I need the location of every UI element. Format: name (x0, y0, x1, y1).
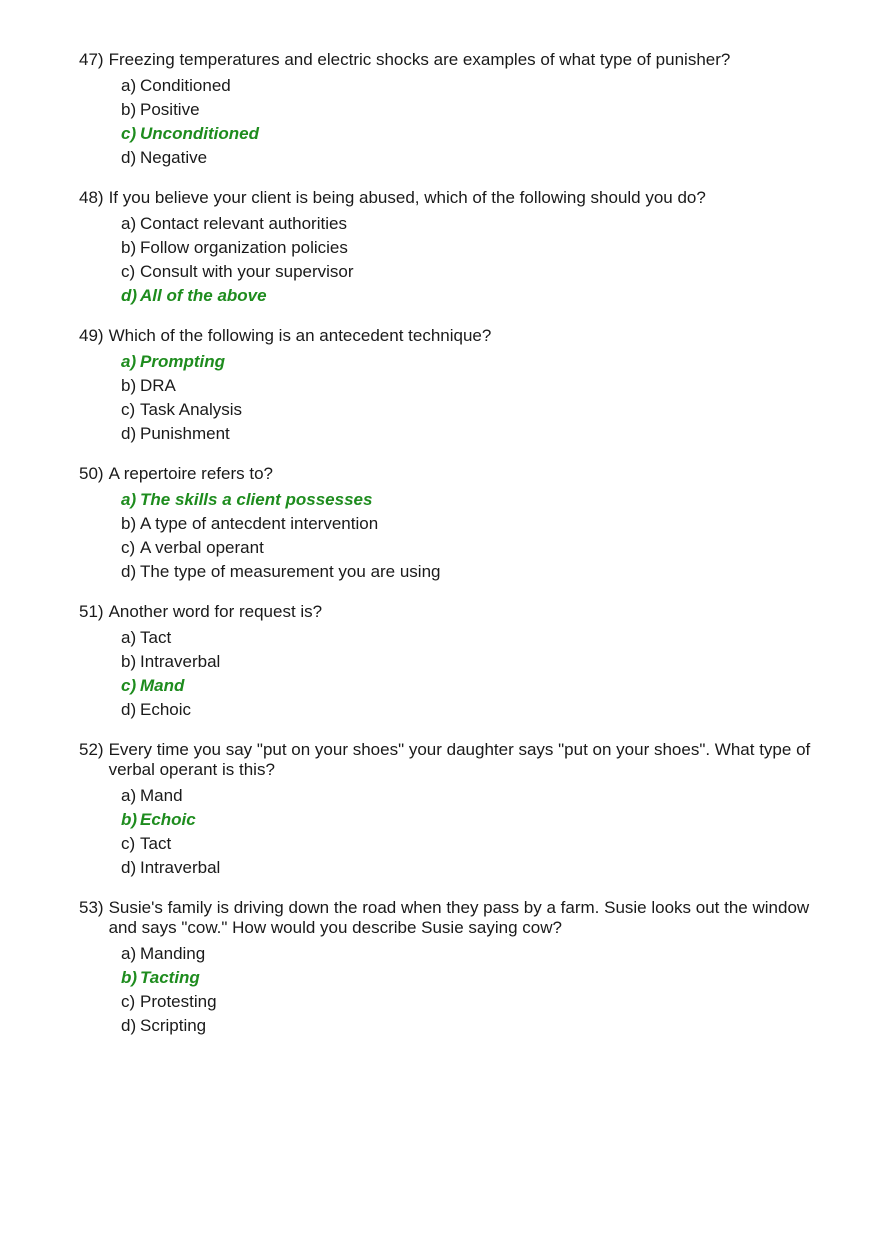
option-text: Mand (140, 786, 183, 805)
option-letter: a) (121, 214, 137, 233)
question-50 (79, 464, 839, 584)
option-text: Scripting (140, 1016, 207, 1035)
option-letter: a) (121, 76, 137, 95)
answer-option (121, 260, 839, 284)
option-text: Contact relevant authorities (140, 214, 347, 233)
option-letter: b) (121, 514, 137, 533)
answer-option (121, 146, 839, 170)
question-number: 50) (79, 464, 104, 483)
answer-option-correct (121, 488, 839, 512)
answer-options (79, 350, 839, 446)
answer-option (121, 698, 839, 722)
answer-option (121, 832, 839, 856)
option-text: DRA (140, 376, 176, 395)
question-number: 51) (79, 602, 104, 621)
option-text: Protesting (140, 992, 217, 1011)
answer-option (121, 626, 839, 650)
option-letter: a) (121, 352, 137, 371)
option-text: Intraverbal (140, 652, 221, 671)
question-text (79, 602, 839, 622)
answer-options (79, 488, 839, 584)
option-text: Conditioned (140, 76, 231, 95)
question-text (79, 326, 839, 346)
option-letter: c) (121, 834, 136, 853)
answer-option (121, 398, 839, 422)
question-text (79, 464, 839, 484)
answer-option-correct (121, 808, 839, 832)
option-letter: d) (121, 286, 138, 305)
option-letter: d) (121, 424, 137, 443)
option-letter: d) (121, 148, 137, 167)
answer-options (79, 784, 839, 880)
option-text: Tact (140, 834, 172, 853)
option-letter: d) (121, 562, 137, 581)
option-letter: c) (121, 400, 136, 419)
option-text: Punishment (140, 424, 230, 443)
answer-option-correct (121, 122, 839, 146)
option-letter: c) (121, 676, 137, 695)
answer-option (121, 74, 839, 98)
answer-option-correct (121, 284, 839, 308)
option-text: Positive (140, 100, 200, 119)
question-53 (79, 898, 839, 1038)
option-letter: d) (121, 858, 137, 877)
option-letter: b) (121, 238, 137, 257)
option-letter: a) (121, 944, 137, 963)
option-text: Consult with your supervisor (140, 262, 354, 281)
question-prompt: A repertoire refers to? (108, 464, 273, 483)
answer-options (79, 626, 839, 722)
question-51 (79, 602, 839, 722)
option-letter: a) (121, 786, 137, 805)
question-prompt: Another word for request is? (108, 602, 323, 621)
option-text: Intraverbal (140, 858, 221, 877)
option-text: A type of antecdent intervention (140, 514, 379, 533)
question-47 (79, 50, 839, 170)
answer-option (121, 422, 839, 446)
question-number: 52) (79, 740, 104, 759)
option-text: Unconditioned (140, 124, 259, 143)
answer-option (121, 512, 839, 536)
quiz-document (79, 50, 839, 1056)
option-text: Tacting (140, 968, 200, 987)
option-letter: c) (121, 124, 137, 143)
answer-option (121, 856, 839, 880)
answer-option (121, 560, 839, 584)
answer-option-correct (121, 674, 839, 698)
answer-options (79, 212, 839, 308)
option-text: Echoic (140, 700, 192, 719)
question-prompt: Susie's family is driving down the road when they pass by a farm. Susie looks out the window and says "cow." How would you describe Susie saying cow? (108, 898, 810, 937)
answer-options (79, 942, 839, 1038)
question-text (79, 740, 839, 780)
answer-options (79, 74, 839, 170)
question-text (79, 188, 839, 208)
option-letter: c) (121, 262, 136, 281)
question-prompt: If you believe your client is being abused, which of the following should you do? (108, 188, 706, 207)
option-text: All of the above (140, 286, 267, 305)
option-letter: b) (121, 376, 137, 395)
answer-option (121, 236, 839, 260)
option-text: Task Analysis (140, 400, 243, 419)
answer-option (121, 990, 839, 1014)
option-text: Negative (140, 148, 208, 167)
option-letter: b) (121, 968, 138, 987)
question-prompt: Freezing temperatures and electric shocks are examples of what type of punisher? (108, 50, 731, 69)
answer-option (121, 374, 839, 398)
answer-option-correct (121, 966, 839, 990)
answer-option (121, 784, 839, 808)
answer-option (121, 942, 839, 966)
option-letter: b) (121, 652, 137, 671)
option-text: A verbal operant (140, 538, 264, 557)
question-prompt: Which of the following is an antecedent technique? (108, 326, 492, 345)
option-letter: b) (121, 810, 138, 829)
option-text: Follow organization policies (140, 238, 348, 257)
option-text: The skills a client possesses (140, 490, 373, 509)
question-number: 48) (79, 188, 104, 207)
option-text: Prompting (140, 352, 225, 371)
option-letter: a) (121, 490, 137, 509)
question-text (79, 898, 839, 938)
question-number: 53) (79, 898, 104, 917)
option-letter: c) (121, 992, 136, 1011)
question-52 (79, 740, 839, 880)
option-letter: d) (121, 1016, 137, 1035)
option-letter: c) (121, 538, 136, 557)
question-text (79, 50, 839, 70)
answer-option (121, 1014, 839, 1038)
option-text: Mand (140, 676, 185, 695)
option-text: Echoic (140, 810, 196, 829)
answer-option-correct (121, 350, 839, 374)
question-49 (79, 326, 839, 446)
question-prompt: Every time you say "put on your shoes" your daughter says "put on your shoes". What type of verbal operant is this? (108, 740, 811, 779)
question-number: 47) (79, 50, 104, 69)
option-text: Manding (140, 944, 206, 963)
answer-option (121, 212, 839, 236)
option-letter: d) (121, 700, 137, 719)
question-number: 49) (79, 326, 104, 345)
answer-option (121, 98, 839, 122)
option-letter: b) (121, 100, 137, 119)
option-text: Tact (140, 628, 172, 647)
answer-option (121, 650, 839, 674)
option-text: The type of measurement you are using (140, 562, 441, 581)
question-48 (79, 188, 839, 308)
option-letter: a) (121, 628, 137, 647)
answer-option (121, 536, 839, 560)
